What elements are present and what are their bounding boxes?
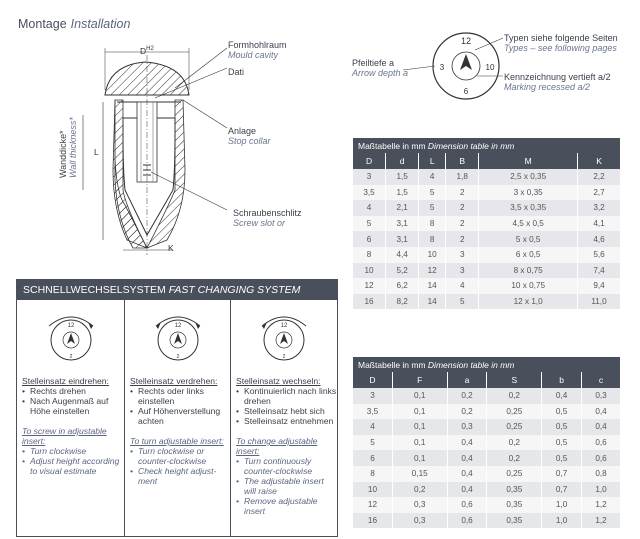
- table-row: [353, 466, 621, 482]
- table-row: [353, 247, 621, 263]
- table-cell: 3,1: [386, 231, 419, 247]
- table-row: [353, 497, 621, 513]
- table-cell: 0,5: [542, 450, 582, 466]
- table-cell: 0,25: [487, 404, 542, 420]
- svg-text:2: 2: [69, 354, 73, 360]
- table-cell: 0,35: [487, 513, 542, 529]
- header-cell: a: [447, 372, 487, 388]
- table-cell: 12: [353, 278, 386, 294]
- table-cell: 3 x 0,35: [479, 185, 578, 201]
- table-cell: 0,4: [447, 450, 487, 466]
- table-cell: 4,4: [386, 247, 419, 263]
- table-cell: 2: [446, 200, 479, 216]
- table-row: [353, 278, 621, 294]
- table-caption: Maßtabelle in mm Dimension table in mm: [353, 138, 621, 153]
- table-row: [353, 200, 621, 216]
- table-cell: 1,5: [386, 169, 419, 185]
- table-cell: 0,6: [582, 435, 620, 451]
- table-cell: 0,35: [487, 482, 542, 498]
- header-cell: b: [542, 372, 582, 388]
- table-cell: 1,0: [582, 482, 620, 498]
- table-cell: 4: [419, 169, 446, 185]
- insert-section-drawing: [55, 40, 235, 265]
- title-de: Montage: [18, 17, 67, 31]
- fast-changing-title: SCHNELLWECHSELSYSTEM FAST CHANGING SYSTEM: [17, 280, 337, 300]
- table-cell: 4,6: [578, 231, 620, 247]
- table-cell: 8: [419, 216, 446, 232]
- table-cell: 0,7: [542, 482, 582, 498]
- table-cell: 5: [446, 294, 479, 310]
- table-cell: 0,3: [447, 419, 487, 435]
- table-cell: 1,0: [542, 513, 582, 529]
- rotation-dial-icon: [146, 306, 210, 370]
- svg-text:12: 12: [174, 323, 182, 329]
- table-cell: 12: [419, 263, 446, 279]
- table-cell: 5,6: [578, 247, 620, 263]
- table-cell: 0,1: [392, 388, 447, 404]
- table-cell: 3,5: [353, 185, 386, 201]
- table-cell: 3,2: [578, 200, 620, 216]
- table-cell: 6: [353, 231, 386, 247]
- table-cell: 14: [419, 294, 446, 310]
- table-cell: 11,0: [578, 294, 620, 310]
- table-cell: 0,2: [447, 404, 487, 420]
- table-cell: 0,1: [392, 404, 447, 420]
- table-cell: 2,2: [578, 169, 620, 185]
- types-label: Typen siehe folgende Seiten Types – see following pages: [504, 33, 618, 53]
- rotation-dial-icon: [252, 306, 316, 370]
- table-cell: 5: [353, 216, 386, 232]
- table-cell: 5,2: [386, 263, 419, 279]
- instruction-text: Stelleinsatz verdrehen: • Rechts oder links einstellen • Auf Höhenverstellung achten To turn adjustable insert: • Turn clockwise or counter-clockwise • Check height adjust-ment: [130, 376, 230, 486]
- svg-text:12: 12: [67, 323, 75, 329]
- header-cell: K: [578, 153, 620, 169]
- header-cell: L: [419, 153, 446, 169]
- table-cell: 1,5: [386, 185, 419, 201]
- dim-K: K: [168, 243, 174, 253]
- table-row: [353, 263, 621, 279]
- cavity-label: Formhohlraum Mould cavity: [228, 40, 287, 60]
- table-cell: 0,6: [447, 513, 487, 529]
- table-cell: 0,3: [582, 388, 620, 404]
- fast-column-2: [125, 300, 231, 536]
- table-cell: 2: [446, 185, 479, 201]
- table-cell: 8: [353, 247, 386, 263]
- table-cell: 14: [419, 278, 446, 294]
- table-cell: 0,4: [447, 482, 487, 498]
- table-cell: 0,3: [392, 497, 447, 513]
- table-cell: 0,4: [447, 466, 487, 482]
- table-cell: 16: [353, 294, 386, 310]
- table-cell: 0,2: [487, 388, 542, 404]
- header-cell: d: [386, 153, 419, 169]
- dati-label: Dati: [228, 67, 245, 77]
- table-cell: 0,2: [392, 482, 447, 498]
- table-cell: 8: [419, 231, 446, 247]
- title-en: Installation: [70, 17, 131, 31]
- header-cell: M: [479, 153, 578, 169]
- table-cell: 3: [446, 263, 479, 279]
- header-cell: c: [582, 372, 620, 388]
- header-cell: D: [353, 372, 393, 388]
- collar-label: Anlage Stop collar: [228, 126, 271, 146]
- header-cell: B: [446, 153, 479, 169]
- table-cell: 0,1: [392, 450, 447, 466]
- table-cell: 0,3: [392, 513, 447, 529]
- table-cell: 0,2: [447, 388, 487, 404]
- table-cell: 5: [419, 185, 446, 201]
- table-cell: 6 x 0,5: [479, 247, 578, 263]
- table-cell: 5 x 0,5: [479, 231, 578, 247]
- table-cell: 4: [353, 419, 393, 435]
- table-cell: 3,5: [353, 404, 393, 420]
- instruction-text: Stelleinsatz wechseln: • Kontinuierlich nach links drehen • Stelleinsatz hebt sich • Stelleinsatz entnehmen To change adjustable insert: • Turn continuously counter-clockwise • The adjustable insert will raise • Remove adjustable insert: [236, 376, 337, 516]
- table-cell: 10 x 0,75: [479, 278, 578, 294]
- table-cell: 2: [446, 216, 479, 232]
- table-cell: 0,4: [542, 388, 582, 404]
- table-cell: 6,2: [386, 278, 419, 294]
- svg-text:12: 12: [280, 323, 288, 329]
- header-cell: F: [392, 372, 447, 388]
- table-cell: 1,0: [542, 497, 582, 513]
- table-cell: 7,4: [578, 263, 620, 279]
- table-row: [353, 435, 621, 451]
- table-cell: 3: [446, 247, 479, 263]
- table-cell: 0,6: [447, 497, 487, 513]
- table-header: [353, 153, 621, 169]
- table-cell: 0,1: [392, 435, 447, 451]
- table-cell: 1,8: [446, 169, 479, 185]
- svg-text:3: 3: [439, 63, 445, 72]
- table-cell: 12: [353, 497, 393, 513]
- header-cell: D: [353, 153, 386, 169]
- table-cell: 4: [353, 200, 386, 216]
- table-row: [353, 294, 621, 310]
- table-row: [353, 185, 621, 201]
- fast-column-3: [231, 300, 337, 536]
- table-cell: 10: [419, 247, 446, 263]
- table-cell: 0,4: [447, 435, 487, 451]
- table-cell: 8: [353, 466, 393, 482]
- dimension-table-2: [352, 357, 620, 528]
- table-cell: 0,25: [487, 466, 542, 482]
- table-row: [353, 482, 621, 498]
- table-cell: 16: [353, 513, 393, 529]
- table-cell: 3: [353, 388, 393, 404]
- wall-thickness-label: Wanddicke* Wall thickness*: [58, 117, 78, 178]
- table-cell: 5: [419, 200, 446, 216]
- slot-label: Schraubenschlitz Screw slot or: [233, 208, 302, 228]
- table-cell: 8,2: [386, 294, 419, 310]
- table-cell: 10: [353, 482, 393, 498]
- svg-text:12: 12: [460, 36, 472, 46]
- table-cell: 10: [353, 263, 386, 279]
- table-cell: 2,5 x 0,35: [479, 169, 578, 185]
- table-row: [353, 419, 621, 435]
- dim-D: $D^{H2}$: [140, 46, 154, 56]
- table-cell: 0,6: [582, 450, 620, 466]
- table-cell: 2,1: [386, 200, 419, 216]
- page-title: [18, 17, 130, 31]
- table-row: [353, 216, 621, 232]
- rotation-dial-icon: [39, 306, 103, 370]
- instruction-text: Stelleinsatz eindrehen: • Rechts drehen • Nach Augenmaß auf Höhe einstellen To screw in adjustable insert: • Turn clockwise • Adjust height according to visual estimate: [22, 376, 124, 476]
- table-cell: 3: [353, 169, 386, 185]
- table-cell: 12 x 1,0: [479, 294, 578, 310]
- table-cell: 1,2: [582, 513, 620, 529]
- table-cell: 4,1: [578, 216, 620, 232]
- svg-text:10: 10: [485, 63, 495, 72]
- fast-column-1: [17, 300, 125, 536]
- arrow-depth-label: Pfeiltiefe a Arrow depth a: [352, 58, 409, 78]
- table-cell: 3,1: [386, 216, 419, 232]
- table-cell: 0,7: [542, 466, 582, 482]
- table-cell: 0,2: [487, 435, 542, 451]
- table-cell: 0,35: [487, 497, 542, 513]
- table-row: [353, 450, 621, 466]
- table-cell: 4,5 x 0,5: [479, 216, 578, 232]
- table-header: [353, 372, 621, 388]
- table-cell: 9,4: [578, 278, 620, 294]
- table-caption: Maßtabelle in mm Dimension table in mm: [353, 357, 621, 372]
- table-cell: 6: [353, 450, 393, 466]
- table-cell: 8 x 0,75: [479, 263, 578, 279]
- table-cell: 0,4: [582, 404, 620, 420]
- svg-text:2: 2: [282, 354, 286, 360]
- marking-label: Kennzeichnung vertieft a/2 Marking recessed a/2: [504, 72, 611, 92]
- table-row: [353, 231, 621, 247]
- table-cell: 0,4: [582, 419, 620, 435]
- table-cell: 3,5 x 0,35: [479, 200, 578, 216]
- header-cell: S: [487, 372, 542, 388]
- table-cell: 0,5: [542, 404, 582, 420]
- table-cell: 2: [446, 231, 479, 247]
- table-cell: 0,5: [542, 419, 582, 435]
- table-cell: 0,5: [542, 435, 582, 451]
- table-cell: 1,2: [582, 497, 620, 513]
- svg-text:2: 2: [176, 354, 180, 360]
- table-row: [353, 513, 621, 529]
- table-cell: 0,15: [392, 466, 447, 482]
- table-row: [353, 388, 621, 404]
- table-cell: 0,2: [487, 450, 542, 466]
- table-cell: 5: [353, 435, 393, 451]
- table-row: [353, 169, 621, 185]
- table-cell: 0,25: [487, 419, 542, 435]
- table-row: [353, 404, 621, 420]
- dimension-table-1: [352, 138, 620, 309]
- dim-L: L: [94, 147, 99, 157]
- fast-changing-box: [16, 279, 338, 537]
- table-cell: 0,8: [582, 466, 620, 482]
- svg-text:6: 6: [463, 87, 469, 96]
- table-cell: 4: [446, 278, 479, 294]
- table-cell: 0,1: [392, 419, 447, 435]
- table-cell: 2,7: [578, 185, 620, 201]
